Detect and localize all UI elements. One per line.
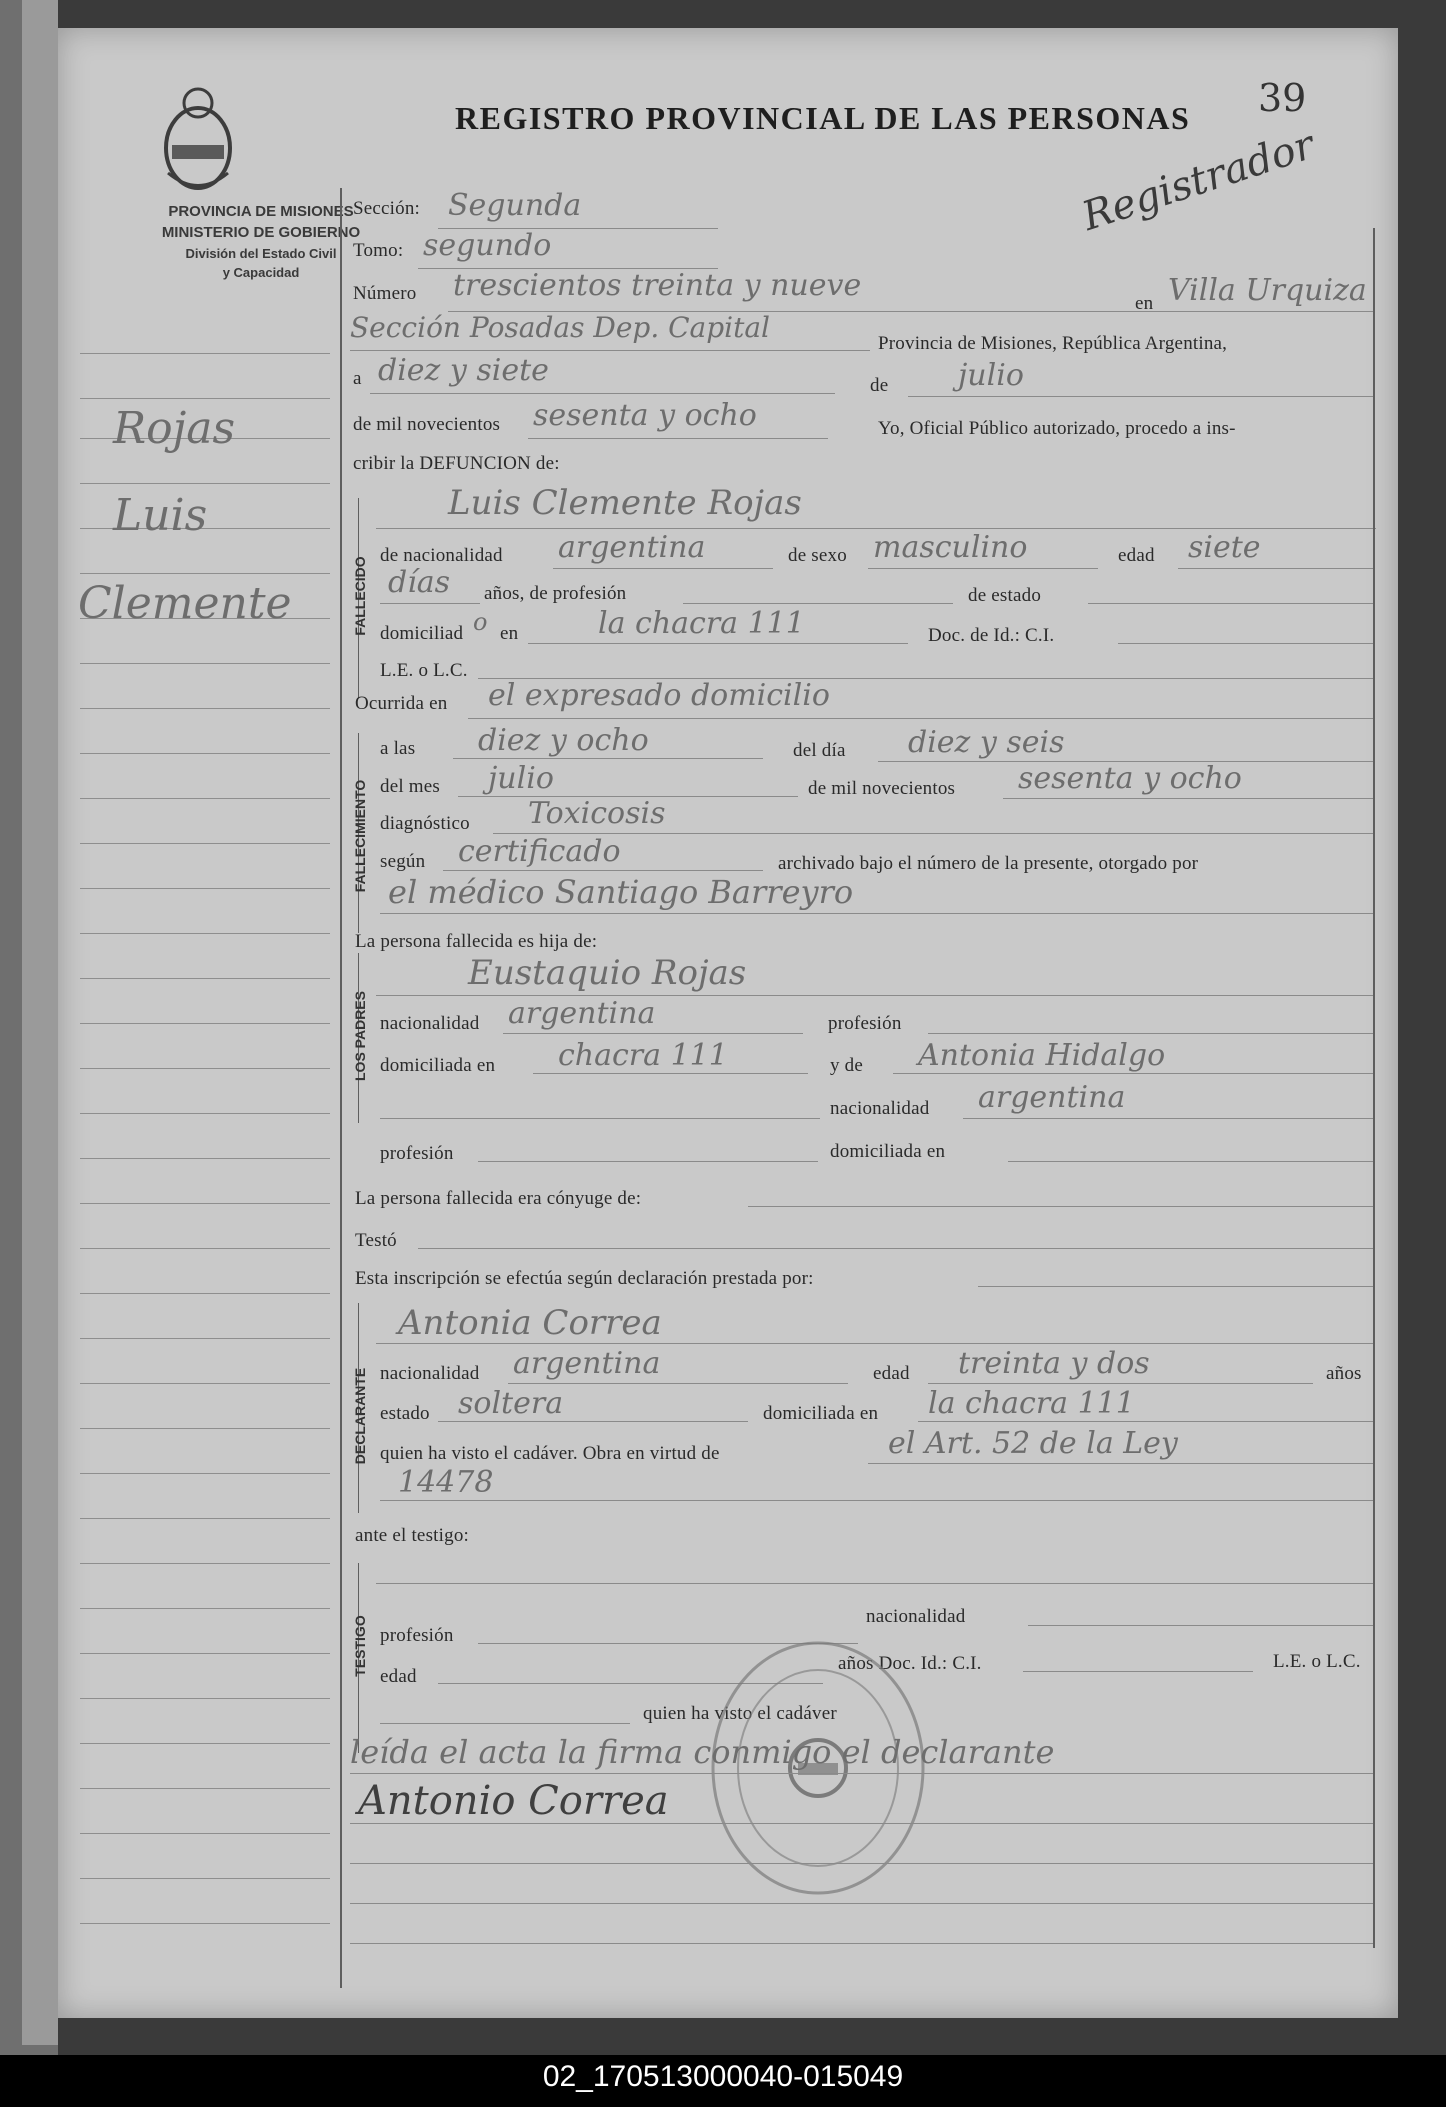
capacity-heading: y Capacidad [222, 265, 300, 280]
fallecido-section-label: FALLECIDO [352, 556, 368, 636]
estado-label: de estado [968, 585, 1042, 606]
side-first-name: Luis [113, 490, 208, 541]
anos-profesion-label: años, de profesión [484, 583, 627, 604]
prof-madre-label: profesión [380, 1143, 454, 1164]
estado-declarante-label: estado [380, 1403, 430, 1424]
inscribir-label: cribir la DEFUNCION de: [353, 453, 560, 474]
diagnostico-value: Toxicosis [528, 796, 666, 831]
anio-value: sesenta y ocho [533, 398, 757, 433]
book-binding [0, 0, 58, 2107]
nac-padre-value: argentina [508, 996, 656, 1031]
seccion-value: Segunda [448, 188, 582, 223]
doc-id-label: Doc. de Id.: C.I. [928, 625, 1055, 646]
del-dia-label: del día [793, 740, 846, 761]
y-de-label: y de [830, 1055, 863, 1076]
division-heading: División del Estado Civil [185, 246, 337, 261]
nacionalidad-label: de nacionalidad [380, 545, 503, 566]
padres-section-label: LOS PADRES [352, 991, 368, 1081]
a-label: a [353, 368, 362, 389]
numero-label: Número [353, 283, 417, 304]
segun-value: certificado [458, 834, 621, 869]
padre-value: Eustaquio Rojas [468, 953, 747, 993]
dom-declarante-value: la chacra 111 [928, 1386, 1135, 1421]
archivado-label: archivado bajo el número de la presente, otorgado por [778, 853, 1199, 874]
province-heading: PROVINCIA DE MISIONES [168, 203, 354, 220]
sexo-label: de sexo [788, 545, 847, 566]
mes-fallec-value: julio [488, 761, 554, 796]
domicilio-en-label: en [500, 623, 519, 644]
ocurrida-value: el expresado domicilio [488, 678, 830, 713]
domiciliado-suffix: o [473, 608, 488, 636]
dia-value: diez y siete [378, 353, 549, 388]
anos-doc-label: años Doc. Id.: C.I. [838, 1653, 982, 1674]
diagnostico-label: diagnóstico [380, 813, 470, 834]
ministry-heading: MINISTERIO DE GOBIERNO [161, 224, 361, 241]
dom-declarante-label: domiciliada en [763, 1403, 879, 1424]
sexo-value: masculino [873, 530, 1028, 565]
page-title: REGISTRO PROVINCIAL DE LAS PERSONAS [455, 100, 1191, 136]
hija-de-label: La persona fallecida es hija de: [355, 931, 598, 952]
conyuge-label: La persona fallecida era cónyuge de: [355, 1188, 642, 1209]
de-mil-nov-label: de mil novecientos [808, 778, 956, 799]
dia-fallec-value: diez y seis [908, 725, 1065, 760]
nac-padre-label: nacionalidad [380, 1013, 480, 1034]
side-surname: Rojas [113, 403, 236, 454]
edad-declarante-label: edad [873, 1363, 910, 1384]
seccion-label: Sección: [353, 198, 421, 219]
column-divider [340, 188, 342, 1988]
mes-value: julio [958, 358, 1024, 393]
estado-declarante-value: soltera [458, 1386, 564, 1421]
a-las-label: a las [380, 738, 416, 759]
firma-value: Antonio Correa [358, 1778, 669, 1824]
domicilio-value: la chacra 111 [598, 606, 805, 641]
le-lc-testigo-label: L.E. o L.C. [1273, 1651, 1361, 1672]
ocurrida-label: Ocurrida en [355, 693, 448, 714]
quien-ha-visto-label: quien ha visto el cadáver. Obra en virtud de [380, 1443, 720, 1464]
page-number: 39 [1258, 76, 1307, 120]
anos-label: años [1326, 1363, 1362, 1384]
edad-unidad-value: días [388, 565, 451, 600]
place2-value: Sección Posadas Dep. Capital [350, 311, 771, 344]
edad-declarante-value: treinta y dos [958, 1346, 1150, 1381]
fallecimiento-section-label: FALLECIMIENTO [352, 779, 368, 893]
image-caption: 02_170513000040-015049 [542, 2060, 904, 2093]
madre-value: Antonia Hidalgo [918, 1038, 1166, 1073]
edad-testigo-label: edad [380, 1666, 417, 1687]
segun-label: según [380, 851, 426, 872]
provincia-label: Provincia de Misiones, República Argentina, [878, 333, 1228, 354]
deceased-name: Luis Clemente Rojas [448, 483, 802, 523]
ley-num-value: 14478 [398, 1465, 494, 1500]
en-label: en [1135, 293, 1154, 314]
del-mes-label: del mes [380, 776, 440, 797]
registrar-signature: Registrador [1076, 121, 1320, 241]
nac-declarante-label: nacionalidad [380, 1363, 480, 1384]
prof-testigo-label: profesión [380, 1625, 454, 1646]
nac-madre-value: argentina [978, 1080, 1126, 1115]
prof-padre-label: profesión [828, 1013, 902, 1034]
anio-fallec-value: sesenta y ocho [1018, 761, 1242, 796]
numero-value: trescientos treinta y nueve [453, 268, 862, 303]
le-lc-label: L.E. o L.C. [380, 660, 468, 681]
document-page [58, 28, 1398, 2018]
medico-value: el médico Santiago Barreyro [388, 873, 854, 911]
nac-declarante-value: argentina [513, 1346, 661, 1381]
ante-testigo-label: ante el testigo: [355, 1525, 469, 1546]
declarante-value: Antonia Correa [398, 1303, 662, 1343]
de-mil-label: de mil novecientos [353, 414, 501, 435]
inscripcion-label: Esta inscripción se efectúa según declaración prestada por: [355, 1268, 814, 1289]
dom-madre-label: domiciliada en [830, 1141, 946, 1162]
yo-oficial-label: Yo, Oficial Público autorizado, procedo a ins- [878, 418, 1236, 439]
obra-virtud-value: el Art. 52 de la Ley [888, 1426, 1178, 1461]
side-middle-name: Clemente [78, 578, 292, 629]
tomo-label: Tomo: [353, 240, 404, 261]
nac-madre-label: nacionalidad [830, 1098, 930, 1119]
nac-testigo-label: nacionalidad [866, 1606, 966, 1627]
leida-value: leída el acta la firma conmigo el declarante [350, 1733, 1055, 1771]
testigo-section-label: TESTIGO [352, 1615, 368, 1677]
dom-padre-label: domiciliada en [380, 1055, 496, 1076]
quien-visto-cadaver-label: quien ha visto el cadáver [643, 1703, 837, 1724]
declarante-section-label: DECLARANTE [352, 1367, 368, 1465]
hora-value: diez y ocho [478, 723, 649, 758]
testo-label: Testó [355, 1230, 397, 1251]
dom-padre-value: chacra 111 [558, 1038, 728, 1073]
edad-label: edad [1118, 545, 1155, 566]
nacionalidad-value: argentina [558, 530, 706, 565]
tomo-value: segundo [423, 228, 552, 263]
edad-value: siete [1188, 530, 1261, 565]
domiciliado-label: domiciliad [380, 623, 464, 644]
coat-of-arms-icon [158, 83, 238, 193]
place-value: Villa Urquiza [1168, 273, 1367, 308]
de-label: de [870, 375, 889, 396]
